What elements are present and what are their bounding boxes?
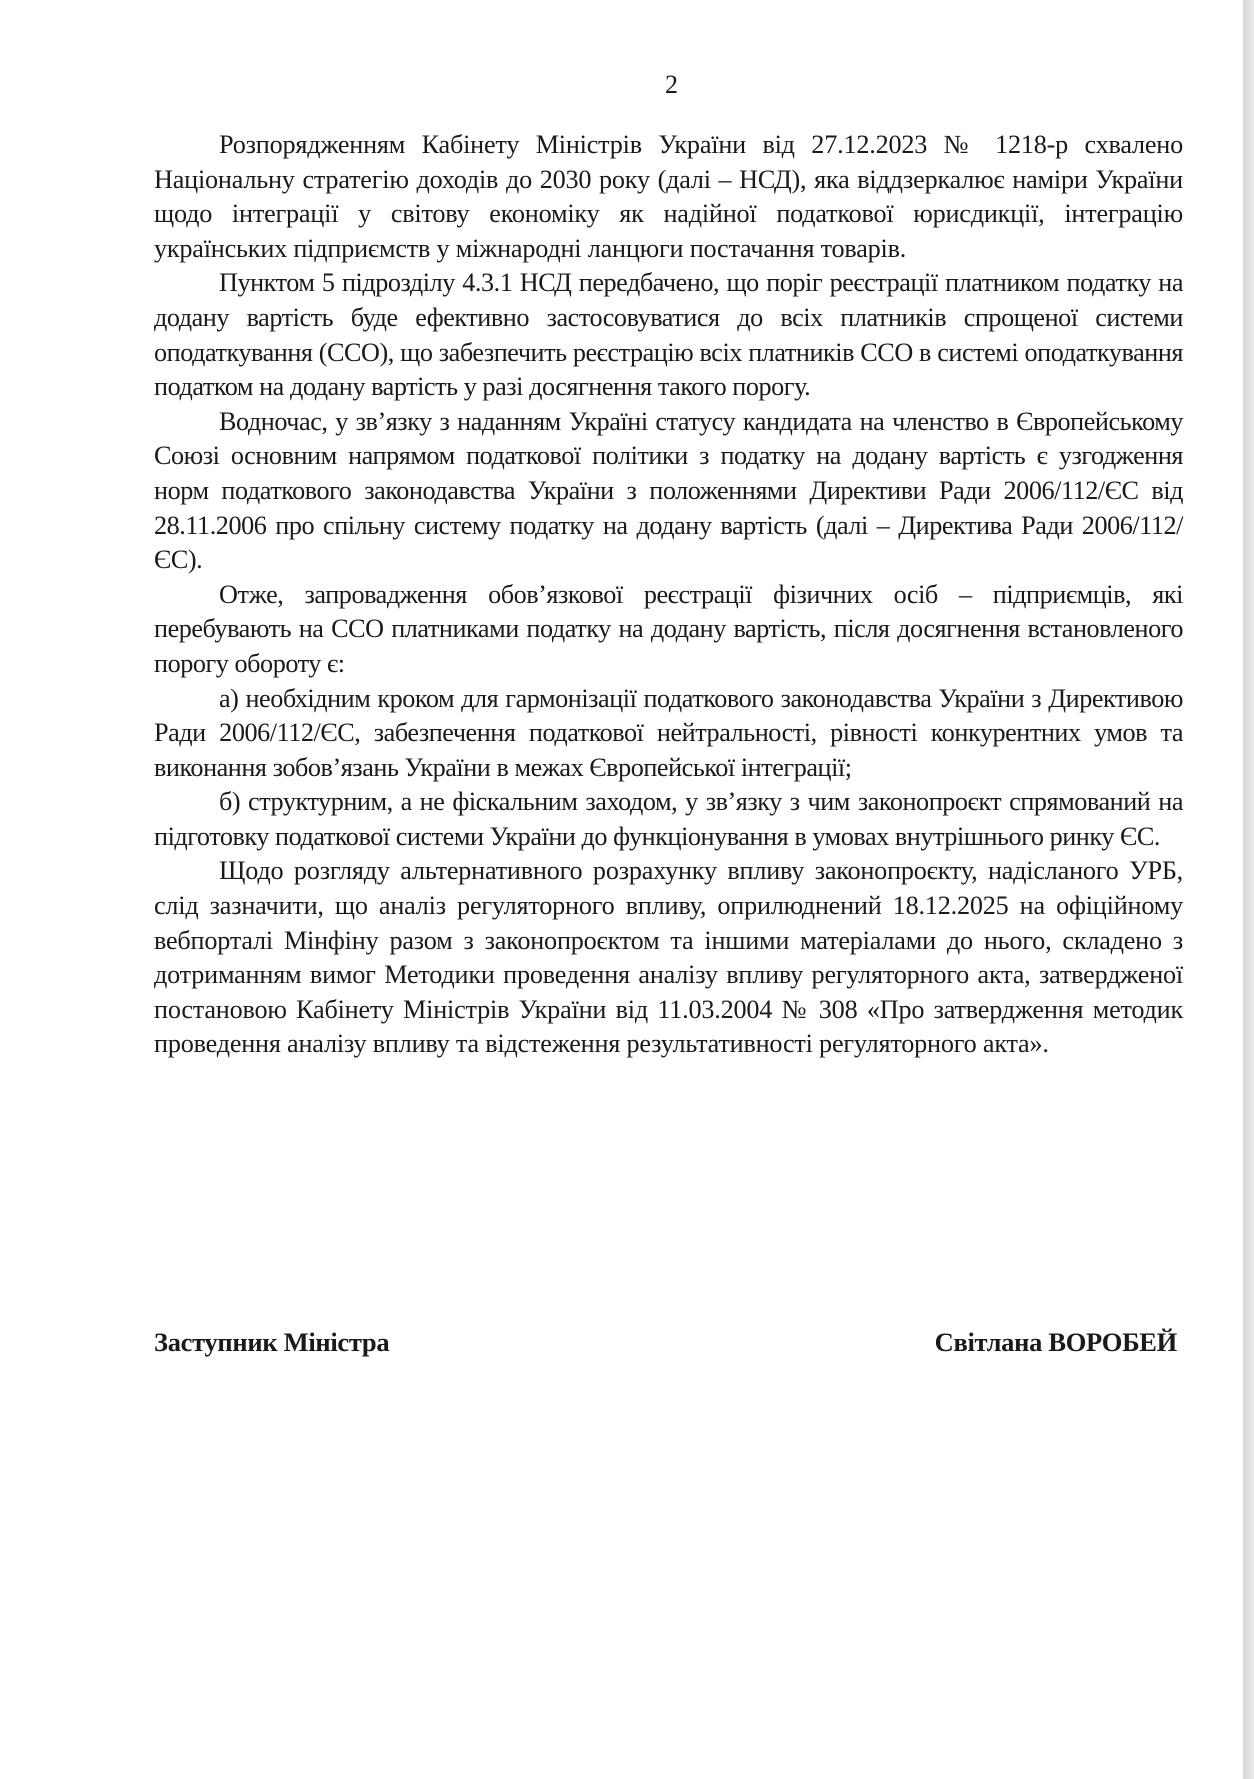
list-item-a: а) необхідним кроком для гармонізації податкового законодавства України з Директивою Ради 2006/112/ЄС, забезпечення податкової нейтральності, рівності конкурентних умов та виконання зобов’язань України в межах Європейської інтеграції; [154, 683, 1183, 782]
document-body [154, 128, 1183, 1062]
signatory-position: Заступник Міністра [154, 1327, 390, 1357]
paragraph-conclusion: Отже, запровадження обов’язкової реєстрації фізичних осіб – підприємців, які перебувають на ССО платниками податку на додану вартість, після досягнення встановленого порогу обороту є: [154, 579, 1183, 678]
paragraph-regulatory-analysis: Щодо розгляду альтернативного розрахунку впливу законопроєкту, надісланого УРБ, слід зазначити, що аналіз регуляторного впливу, оприлюднений 18.12.2025 на офіційному вебпорталі Мінфіну разом з законопроєктом та іншими матеріалами до нього, складено з дотриманням вимог Методики проведення аналізу впливу регуляторного акта, затвердженої постановою Кабінету Міністрів України від 11.03.2004 № 308 «Про затвердження методик проведення аналізу впливу та відстеження результативності регуляторного акта». [154, 856, 1183, 1059]
paragraph-eu-candidate: Водночас, у зв’язку з наданням Україні статусу кандидата на членство в Європейському Союзі основним напрямом податкової політики з податку на додану вартість є узгодження норм податкового законодавства України з положеннями Директиви Ради 2006/112/ЄС від 28.11.2006 про спільну систему податку на додану вартість (далі – Директива Ради 2006/112/ЄС). [154, 406, 1183, 575]
viewer-page-edge [1243, 0, 1254, 1779]
page-number: 2 [665, 70, 678, 99]
paragraph-vat-threshold: Пунктом 5 підрозділу 4.3.1 НСД передбачено, що поріг реєстрації платником податку на додану вартість буде ефективно застосовуватися до всіх платників спрощеної системи оподаткування (ССО), що забезпечить реєстрацію всіх платників ССО в системі оподаткування податком на додану вартість у разі досягнення такого порогу. [154, 268, 1183, 402]
signatory-name: Світлана ВОРОБЕЙ [934, 1327, 1177, 1357]
signature-block [154, 1326, 1177, 1358]
list-item-b: б) структурним, а не фіскальним заходом, у зв’язку з чим законопроєкт спрямований на підготовку податкової системи України до функціонування в умовах внутрішнього ринку ЄС. [154, 787, 1183, 851]
paragraph-strategy: Розпорядженням Кабінету Міністрів України від 27.12.2023 № 1218-р схвалено Національну стратегію доходів до 2030 року (далі – НСД), яка віддзеркалює наміри України щодо інтеграції у світову економіку як надійної податкової юрисдикції, інтеграцію українських підприємств у міжнародні ланцюги постачання товарів. [154, 130, 1183, 263]
